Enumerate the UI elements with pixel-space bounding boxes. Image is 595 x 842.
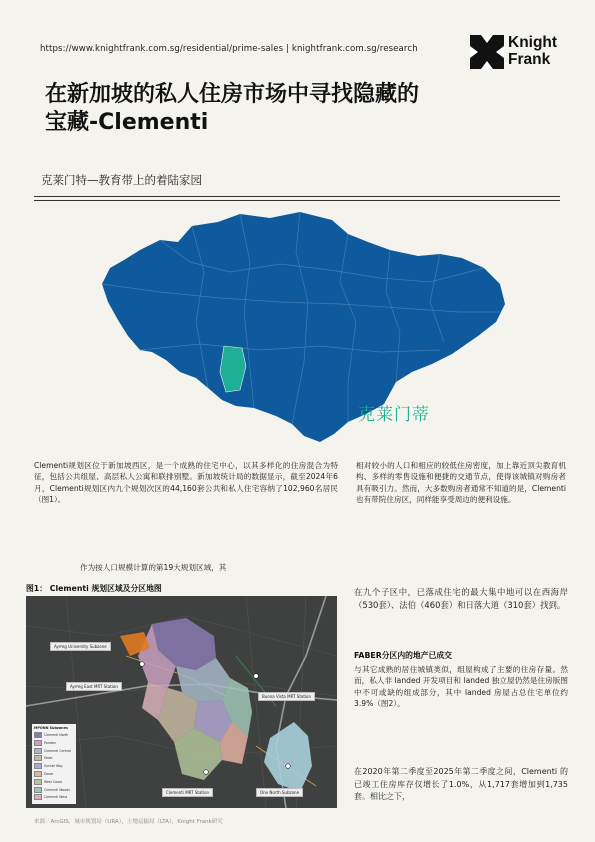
divider-rule [34, 196, 560, 201]
legend-swatch [34, 763, 42, 769]
legend-item [34, 755, 74, 761]
legend-item [34, 748, 74, 754]
subtitle: 克莱门特—教育带上的着陆家园 [41, 173, 202, 187]
legend-swatch [34, 740, 42, 746]
legend-swatch [34, 794, 42, 800]
paragraph-density: 相对较小的人口和相应的较低住房密度，加上靠近顶尖教育机构、多样的零售设施和便捷的交通节点，使得该城镇对购房者具有吸引力。然而，大多数购房者通常不知道的是，Clementi也有带院住房区，同样能享受周边的便利设施。 [356, 461, 566, 505]
singapore-map [100, 212, 520, 447]
title-line2: 宝藏-Clementi [45, 110, 209, 135]
fig-label-buona-vista: Buona Vista MRT Station [258, 692, 315, 701]
legend-swatch [34, 732, 42, 738]
legend-label: Clementi Woods [44, 787, 70, 792]
legend-item [34, 740, 74, 746]
header-url[interactable]: https://www.knightfrank.com.sg/residential/prime-sales | knightfrank.com.sg/research [40, 44, 418, 54]
legend-item [34, 771, 74, 777]
figure-legend [32, 724, 76, 804]
legend-swatch [34, 787, 42, 793]
figure-source: 来源：ArcGIS，城市规划局（URA），土地运输局（LTA），Knight Frank研究 [34, 819, 223, 825]
legend-item [34, 763, 74, 769]
title-line1: 在新加坡的私人住房市场中寻找隐藏的 [45, 82, 420, 107]
legend-swatch [34, 771, 42, 777]
legend-swatch [34, 748, 42, 754]
legend-swatch [34, 779, 42, 785]
figure-caption: 图1： Clementi 规划区域及分区地图 [26, 584, 162, 593]
paragraph-ranking: 作为按人口规模计算的第19大规划区域，其 [80, 563, 227, 572]
legend-label: Clementi Central [44, 748, 71, 753]
singapore-land-shape [102, 212, 505, 442]
legend-label: Dover [44, 771, 54, 776]
legend-label: Clementi North [44, 733, 69, 737]
paragraph-housing-stock: 与其它成熟的居住城镇类似，组屋构成了主要的住房存量。然而，私人非 landed 开发项目和 landed 独立屋仍然是住房版图中不可或缺的组成部分，其中 landed 房屋占总住宅单位约3.9%（图2）。 [354, 665, 568, 709]
subzone-one-north [264, 722, 312, 792]
logo-mark-icon [470, 35, 504, 69]
legend-item [34, 732, 74, 738]
fig-label-university: Ayrmg University Subzone [50, 642, 111, 651]
fig-label-one-north: One North Subzone [256, 788, 303, 797]
paragraph-growth: 在2020年第二季度至2025年第二季度之间，Clementi 的已竣工住房库存仅增长了1.0%，从1,717套增加到1,735套。相比之下， [354, 767, 568, 801]
legend-label: Pandan [44, 740, 56, 745]
legend-label: West Coast [44, 779, 62, 784]
faber-heading: FABER分区内的地产已成交 [354, 651, 452, 660]
fig-label-east-mrt: Ayrmg East MRT Station [66, 682, 122, 691]
legend-item [34, 787, 74, 793]
logo-line1: Knight [508, 34, 558, 51]
legend-title: MPONN Subzones [34, 726, 68, 730]
fig-label-clementi-mrt: Clementi MRT Station [162, 788, 213, 797]
legend-label: Sunset Way [44, 764, 63, 769]
paragraph-intro: Clementi规划区位于新加坡西区，是一个成熟的住宅中心，以其多样化的住房混合为特征，包括公共组屋、高层私人公寓和联排别墅。新加坡统计局的数据显示，截至2024年6月，Clementi规划区内九个规划次区的44,160套公共和私人住宅容纳了102,960名居民（图1）。 [34, 461, 338, 505]
clementi-subzone-map [26, 596, 337, 808]
legend-item [34, 779, 74, 785]
map-label-clementi: 克莱门蒂 [358, 405, 430, 425]
legend-item [34, 794, 74, 800]
legend-label: Faber [44, 756, 53, 761]
paragraph-subzones: 在九个子区中，已落成住宅的最大集中地可以在西海岸（530套）、法伯（460套）和日落大道（310套）找到。 [354, 587, 568, 610]
logo-line2: Frank [508, 51, 551, 68]
legend-swatch [34, 755, 42, 761]
page-title [45, 81, 525, 137]
legend-label: Clementi West [44, 795, 68, 800]
knight-frank-logo [470, 34, 570, 74]
